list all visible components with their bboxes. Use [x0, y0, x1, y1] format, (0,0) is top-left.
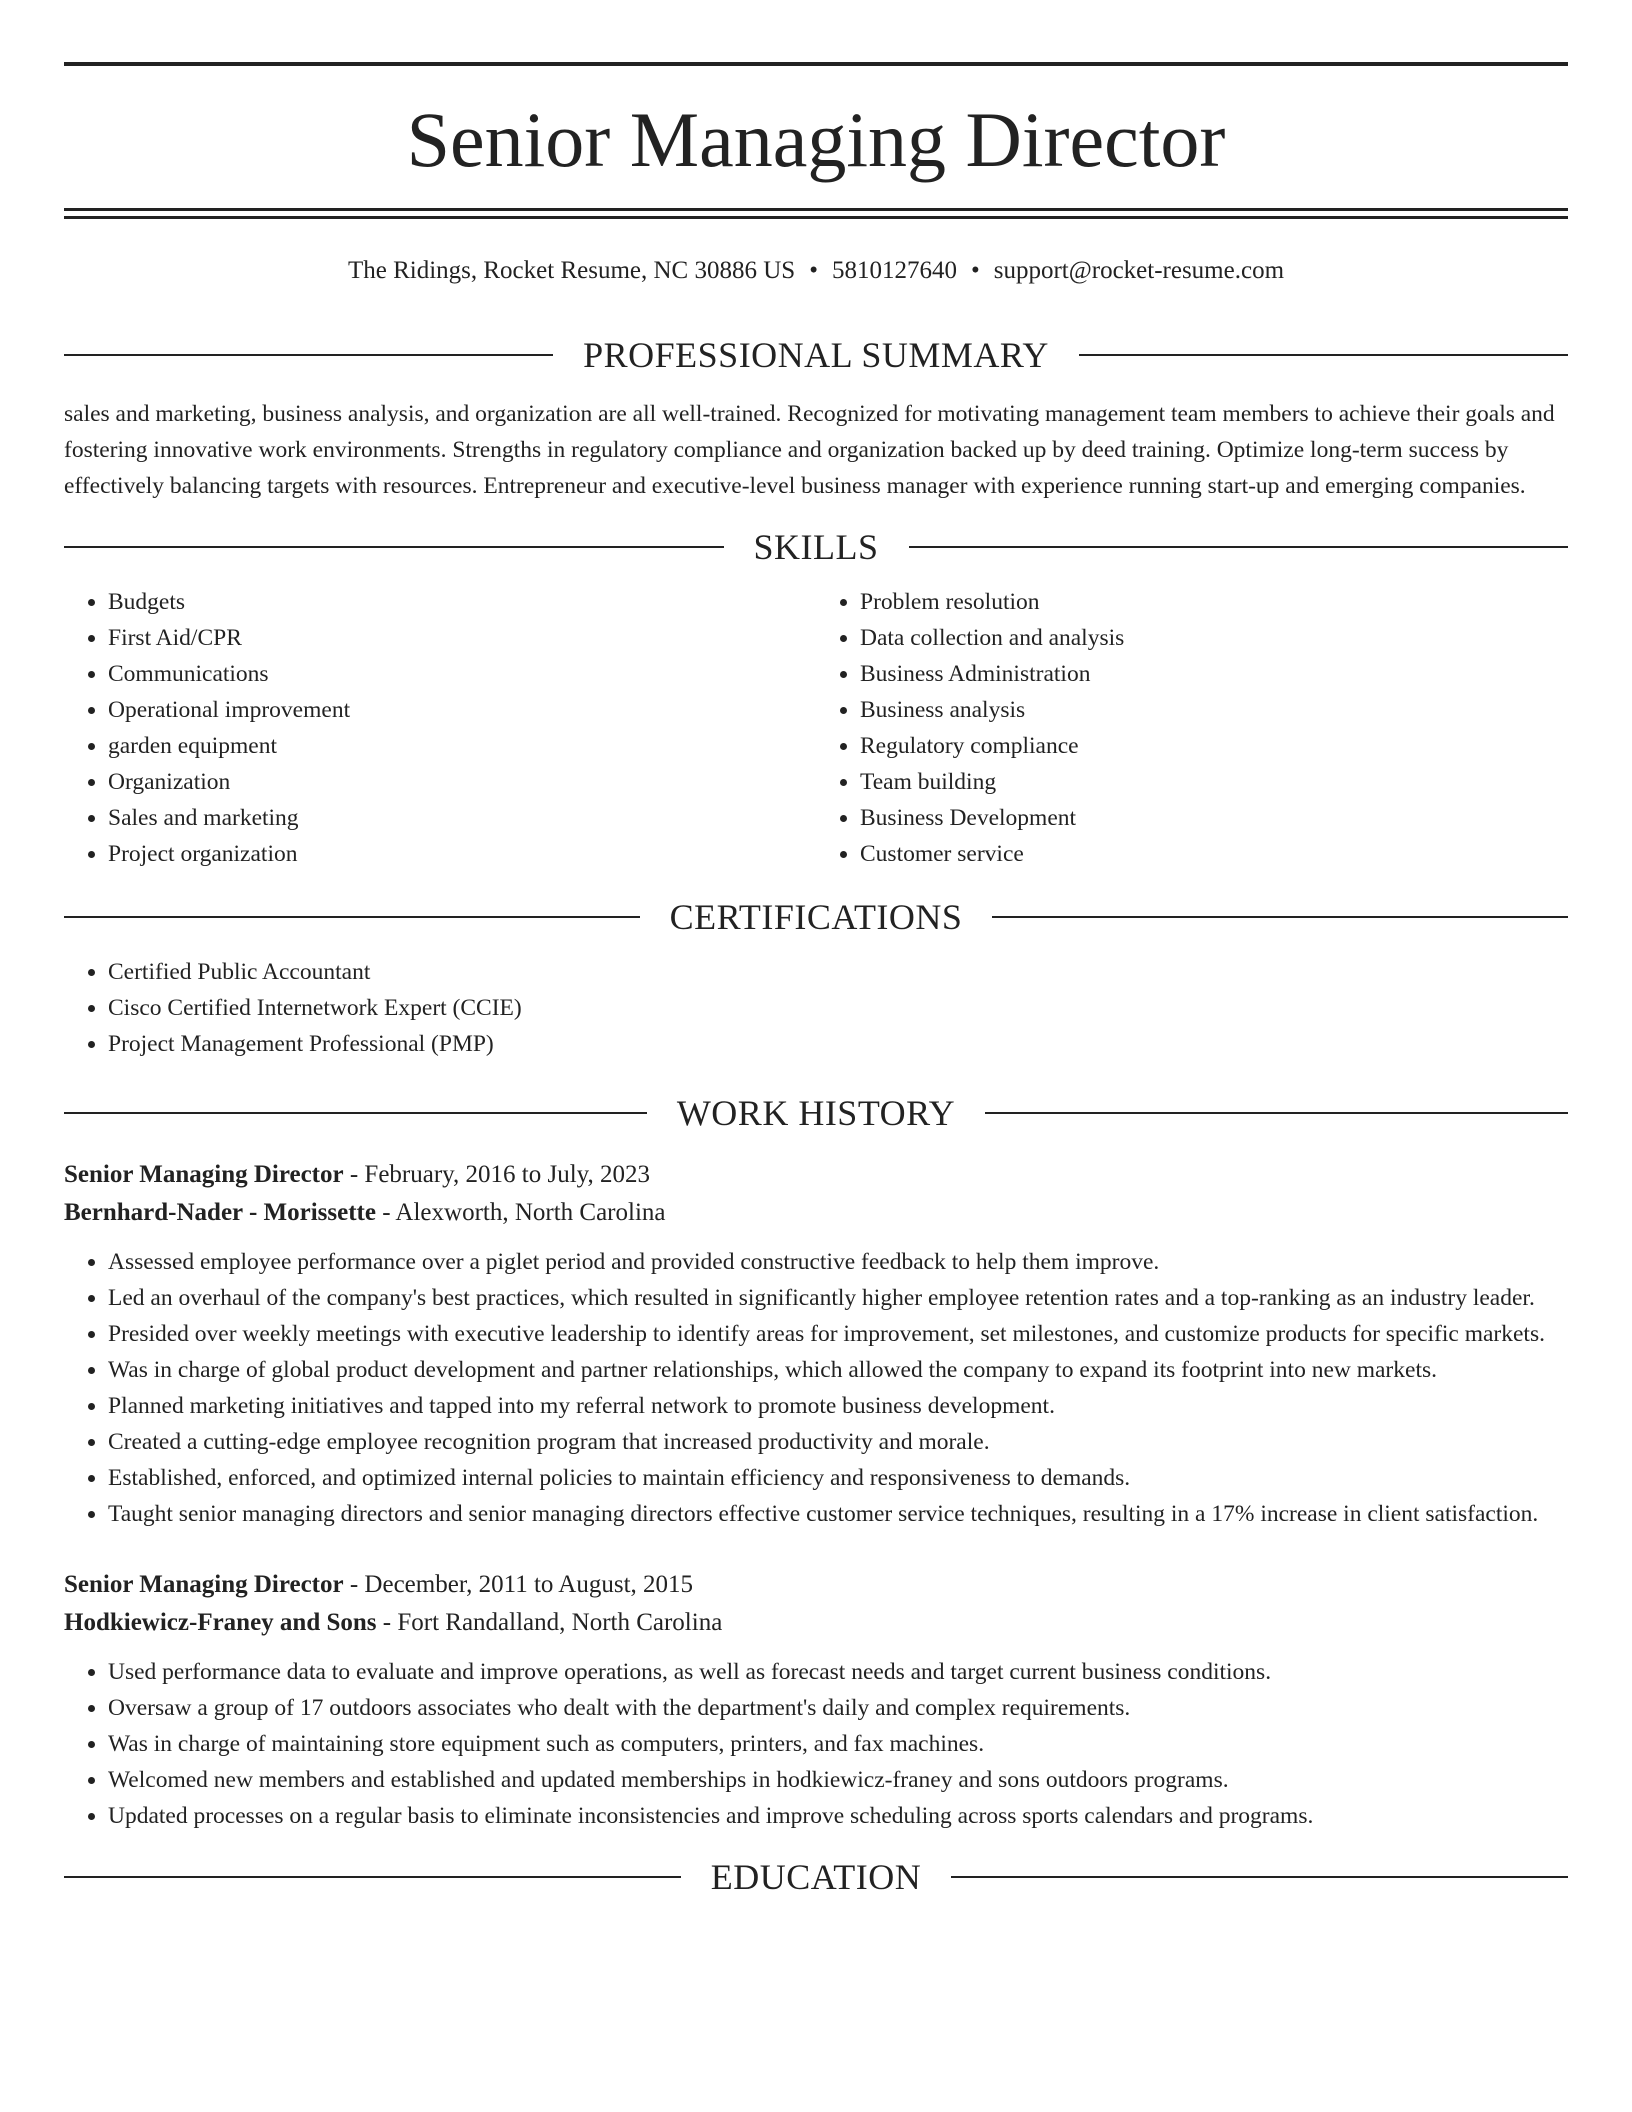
contact-separator: • — [809, 257, 818, 284]
job-bullet: • Presided over weekly meetings with executive leadership to identify areas for improvement, set milestones, and customize products for specific markets. — [108, 1316, 1568, 1352]
header-bottom-rule-second — [64, 216, 1568, 219]
skill-item: • Budgets — [108, 584, 816, 620]
job-bullet: • Led an overhaul of the company's best practices, which resulted in significantly higher employee retention rates and a top-ranking as an industry leader. — [108, 1280, 1568, 1316]
candidate-name: Senior Managing Director — [406, 96, 1226, 183]
contact-line — [64, 254, 1568, 288]
section-heading-certifications — [64, 892, 1568, 942]
certification-item: • Project Management Professional (PMP) — [108, 1026, 1568, 1062]
heading-rule — [951, 1876, 1568, 1878]
skill-item: • garden equipment — [108, 728, 816, 764]
job-title-line — [64, 1156, 1568, 1194]
job-bullet: • Was in charge of maintaining store equipment such as computers, printers, and fax machines. — [108, 1726, 1568, 1762]
skill-item: • Business Development — [860, 800, 1568, 836]
job-role: Senior Managing Director — [64, 1161, 344, 1188]
section-title: WORK HISTORY — [676, 1093, 956, 1133]
job-bullet: • Welcomed new members and established and updated memberships in hodkiewicz-franey and sons outdoors programs. — [108, 1762, 1568, 1798]
job-dates: - February, 2016 to July, 2023 — [343, 1161, 651, 1188]
job-title-line — [64, 1566, 1568, 1604]
job-bullets — [64, 1244, 1568, 1532]
job-location: - Fort Randalland, North Carolina — [376, 1609, 723, 1636]
contact-email: support@rocket-resume.com — [993, 257, 1285, 284]
header-bottom-rule — [64, 208, 1568, 211]
section-title: PROFESSIONAL SUMMARY — [583, 335, 1049, 375]
heading-rule — [909, 546, 1569, 548]
job-bullet: • Created a cutting-edge employee recognition program that increased productivity and morale. — [108, 1424, 1568, 1460]
job-bullet: • Used performance data to evaluate and improve operations, as well as forecast needs and target current business conditions. — [108, 1654, 1568, 1690]
certifications-list — [64, 954, 1568, 1062]
contact-address: The Ridings, Rocket Resume, NC 30886 US — [347, 257, 796, 284]
job-dates: - December, 2011 to August, 2015 — [343, 1571, 694, 1598]
skill-item: • Data collection and analysis — [860, 620, 1568, 656]
job-company-line — [64, 1194, 1568, 1232]
job-entry — [64, 1156, 1568, 1532]
job-location: - Alexworth, North Carolina — [375, 1199, 666, 1226]
section-heading-summary — [64, 330, 1568, 380]
section-title: SKILLS — [753, 527, 879, 567]
contact-phone: 5810127640 — [831, 257, 957, 284]
certification-item: • Cisco Certified Internetwork Expert (CCIE) — [108, 990, 1568, 1026]
skill-item: • Customer service — [860, 836, 1568, 872]
heading-rule — [64, 916, 640, 918]
job-bullet: • Updated processes on a regular basis to eliminate inconsistencies and improve scheduling across sports calendars and programs. — [108, 1798, 1568, 1834]
skill-item: • Business Administration — [860, 656, 1568, 692]
skill-item: • Project organization — [108, 836, 816, 872]
heading-rule — [1079, 354, 1568, 356]
certification-item: • Certified Public Accountant — [108, 954, 1568, 990]
heading-rule — [64, 1876, 681, 1878]
job-entry — [64, 1566, 1568, 1834]
section-heading-skills — [64, 522, 1568, 572]
skills-list — [64, 584, 1568, 872]
skill-item: • Business analysis — [860, 692, 1568, 728]
skill-item: • Regulatory compliance — [860, 728, 1568, 764]
summary-text: sales and marketing, business analysis, and organization are all well-trained. Recognized for motivating management team members to achieve their goals and fostering innovative work environments. Strengths in regulatory compliance and organization backed up by deed training. Optimize long-term success by effectively balancing targets with resources. Entrepreneur and executive-level business manager with experience running start-up and emerging companies. — [64, 401, 1555, 499]
job-company: Hodkiewicz-Franey and Sons — [64, 1609, 377, 1636]
skill-item: • First Aid/CPR — [108, 620, 816, 656]
job-bullet: • Established, enforced, and optimized internal policies to maintain efficiency and responsiveness to demands. — [108, 1460, 1568, 1496]
skill-item: • Operational improvement — [108, 692, 816, 728]
skill-item: • Problem resolution — [860, 584, 1568, 620]
job-bullet: • Oversaw a group of 17 outdoors associates who dealt with the department's daily and complex requirements. — [108, 1690, 1568, 1726]
skills-column-left — [64, 584, 816, 872]
job-role: Senior Managing Director — [64, 1571, 344, 1598]
heading-rule — [64, 354, 553, 356]
skill-item: • Communications — [108, 656, 816, 692]
skills-column-right — [816, 584, 1568, 872]
job-bullet: • Assessed employee performance over a piglet period and provided constructive feedback to help them improve. — [108, 1244, 1568, 1280]
section-title: EDUCATION — [710, 1857, 922, 1897]
section-heading-work-history — [64, 1088, 1568, 1138]
job-bullet: • Planned marketing initiatives and tapped into my referral network to promote business development. — [108, 1388, 1568, 1424]
resume-content — [64, 330, 1568, 1902]
job-bullet: • Was in charge of global product development and partner relationships, which allowed the company to expand its footprint into new markets. — [108, 1352, 1568, 1388]
skill-item: • Sales and marketing — [108, 800, 816, 836]
heading-rule — [64, 546, 724, 548]
heading-rule — [64, 1112, 647, 1114]
section-title: CERTIFICATIONS — [669, 897, 963, 937]
job-company-line — [64, 1604, 1568, 1642]
job-bullets — [64, 1654, 1568, 1834]
contact-separator: • — [970, 257, 980, 284]
skill-item: • Team building — [860, 764, 1568, 800]
heading-rule — [985, 1112, 1568, 1114]
heading-rule — [992, 916, 1568, 918]
job-bullet: • Taught senior managing directors and senior managing directors effective customer service techniques, resulting in a 17% increase in client satisfaction. — [108, 1496, 1568, 1532]
job-company: Bernhard-Nader - Morissette — [64, 1199, 376, 1226]
section-heading-education — [64, 1852, 1568, 1902]
header-top-rule — [64, 62, 1568, 66]
skill-item: • Organization — [108, 764, 816, 800]
